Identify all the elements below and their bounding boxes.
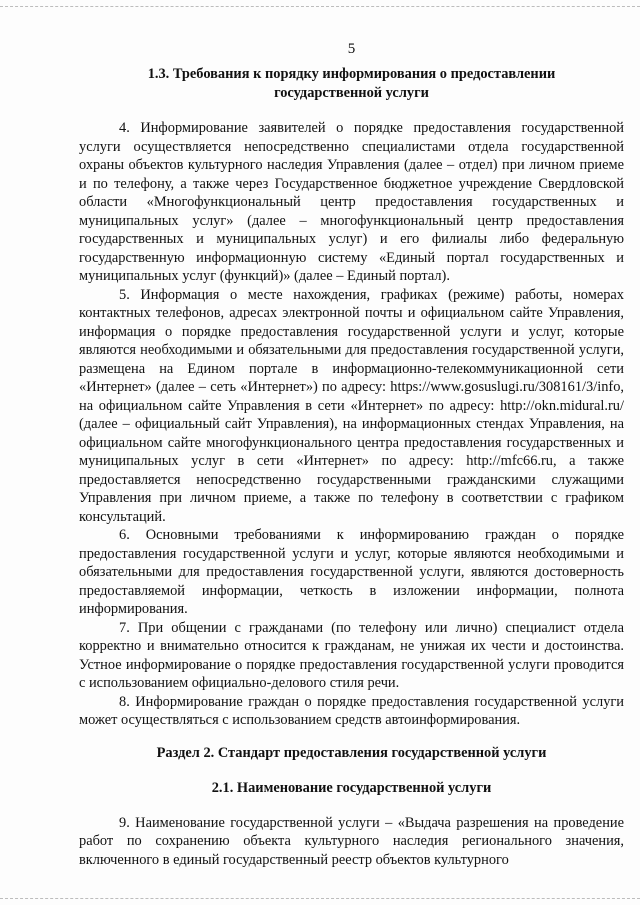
section-1-3-heading — [79, 65, 624, 102]
section-1-3-heading-line2: государственной услуги — [274, 84, 429, 101]
page-content — [79, 40, 624, 869]
paragraph-9: 9. Наименование государственной услуги – «Выдача разрешения на проведение работ по сохранению объекта культурного наследия регионального значения, включенного в единый государственный реестр объектов культурного — [79, 814, 624, 868]
section-1-3-heading-line1: 1.3. Требования к порядку информирования о предоставлении — [147, 66, 556, 82]
section-2-heading: Раздел 2. Стандарт предоставления государственной услуги — [156, 744, 547, 761]
page-number: 5 — [347, 41, 356, 57]
scan-edge-top — [0, 0, 640, 7]
paragraph-8: 8. Информирование граждан о порядке предоставления государственной услуги может осуществляться с использованием средств автоинформирования. — [79, 693, 624, 728]
scan-edge-bottom — [0, 898, 640, 905]
section-2-1-heading: 2.1. Наименование государственной услуги — [211, 780, 492, 796]
paragraph-7: 7. При общении с гражданами (по телефону или лично) специалист отдела корректно и внимательно относится к гражданам, не унижая их чести и достоинства. Устное информирование о порядке предоставления государственной услуги проводится с использованием официально-делового стиля речи. — [79, 619, 624, 691]
paragraph-5: 5. Информация о месте нахождения, графиках (режиме) работы, номерах контактных телефонов, адресах электронной почты и официальном сайте Управления, информация о порядке предоставления государственной услуги и услуг, которые являются необходимыми и обязательными для предоставления государственной услуги, размещена на Едином портале в информационно-телекоммуникационной сети «Интернет» (далее – сеть «Интернет») по адресу: https://www.gosuslugi.ru/308161/3/info, на официальном сайте Управления в сети «Интернет» по адресу: http://okn.midural.ru/ (далее – официальный сайт Управления), на информационных стендах Управления, на официальном сайте многофункционального центра предоставления государственных и муниципальных услуг в сети «Интернет» по адресу: http://mfc66.ru, а также предоставляется непосредственно государственными гражданскими служащими Управления при личном приеме, а также по телефону в соответствии с графиком консультаций. — [79, 286, 624, 525]
paragraph-6: 6. Основными требованиями к информированию граждан о порядке предоставления государственной услуги и услуг, которые являются необходимыми и обязательными для предоставления государственной услуги, являются достоверность предоставляемой информации, четкость в изложении информации, полнота информирования. — [79, 527, 624, 617]
paragraph-4: 4. Информирование заявителей о порядке предоставления государственной услуги осуществляется непосредственно специалистами отдела государственной охраны объектов культурного наследия Управления (далее – отдел) при личном приеме и по телефону, а также через Государственное бюджетное учреждение Свердловской области «Многофункциональный центр предоставления государственных и муниципальных услуг» (далее – многофункциональный центр предоставления государственных и муниципальных услуг) и его филиалы либо федеральную государственную информационную систему «Единый портал государственных и муниципальных услуг (функций)» (далее – Единый портал). — [79, 120, 624, 284]
